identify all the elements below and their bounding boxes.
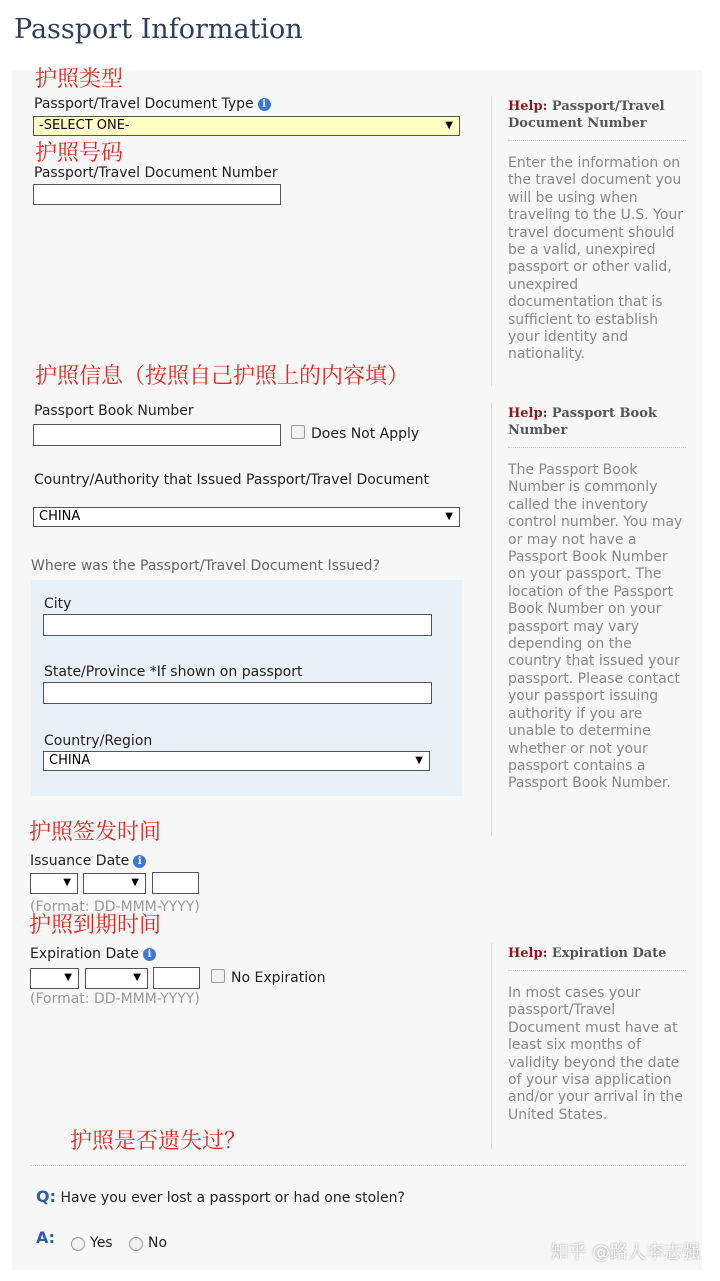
state-label: State/Province *If shown on passport (44, 664, 303, 680)
help-expiration: Help: Expiration Date In most cases your passport/Travel Document must have at least six months of validity beyond the date of your visa application and/or your arrival in the United States. (491, 943, 691, 1149)
issuance-year-input[interactable] (152, 872, 199, 894)
book-number-label: Passport Book Number (34, 403, 194, 419)
chevron-down-icon: ▼ (133, 972, 141, 983)
doc-type-label: Passport/Travel Document Type i (34, 96, 271, 112)
info-icon[interactable]: i (143, 948, 156, 961)
chevron-down-icon: ▼ (64, 972, 72, 983)
page-title: Passport Information (14, 14, 303, 45)
no-expiration-checkbox[interactable] (211, 969, 225, 983)
expiration-month-select[interactable] (85, 968, 148, 989)
chevron-down-icon: ▼ (445, 120, 453, 131)
book-number-input[interactable] (33, 424, 281, 446)
city-input[interactable] (43, 614, 432, 636)
issuance-date-label: Issuance Date i (30, 853, 146, 869)
annotation-expiration: 护照到期时间 (29, 913, 162, 938)
country-region-select[interactable]: CHINA ▼ (43, 751, 430, 771)
annotation-lost: 护照是否遗失过？ (70, 1129, 247, 1154)
issuing-country-label: Country/Authority that Issued Passport/Travel Document (34, 472, 429, 488)
no-label: No (148, 1235, 168, 1251)
annotation-type: 护照类型 (35, 67, 124, 92)
issuance-month-select[interactable] (83, 873, 146, 894)
does-not-apply-label: Does Not Apply (311, 426, 420, 442)
info-icon[interactable]: i (258, 98, 271, 111)
annotation-issuance: 护照签发时间 (29, 820, 162, 845)
chevron-down-icon: ▼ (131, 877, 139, 888)
annotation-number: 护照号码 (35, 141, 124, 166)
doc-number-label: Passport/Travel Document Number (34, 165, 278, 181)
chevron-down-icon: ▼ (415, 755, 423, 766)
issuance-day-select[interactable] (30, 873, 78, 894)
info-icon[interactable]: i (133, 855, 146, 868)
expiration-format-hint: (Format: DD-MMM-YYYY) (30, 991, 200, 1007)
where-issued-label: Where was the Passport/Travel Document Issued? (31, 558, 381, 574)
no-expiration-label: No Expiration (231, 970, 326, 986)
expiration-year-input[interactable] (153, 967, 200, 989)
yes-label: Yes (90, 1235, 113, 1251)
does-not-apply-checkbox[interactable] (291, 425, 305, 439)
watermark: 知乎 @路人李志强 (550, 1242, 700, 1263)
chevron-down-icon: ▼ (63, 877, 71, 888)
issuing-country-select[interactable]: CHINA ▼ (33, 507, 460, 527)
chevron-down-icon: ▼ (445, 511, 453, 522)
question-lost-passport: Q: Have you ever lost a passport or had one stolen? (36, 1187, 405, 1206)
issuance-format-hint: (Format: DD-MMM-YYYY) (30, 899, 200, 915)
annotation-info: 护照信息（按照自己护照上的内容填） (35, 364, 410, 389)
no-radio[interactable] (129, 1237, 143, 1251)
expiration-day-select[interactable] (30, 968, 79, 989)
state-input[interactable] (43, 682, 432, 704)
doc-type-select[interactable]: -SELECT ONE- ▼ (33, 116, 460, 136)
help-doc-number: Help: Passport/Travel Document Number Enter the information on the travel document you will be using when traveling to the U.S. Your travel document should be a valid, unexpired passport or other valid, unexpired documentation that is sufficient to establish your identity and nationality. (491, 96, 691, 386)
doc-number-input[interactable] (33, 184, 281, 205)
help-book-number: Help: Passport Book Number The Passport Book Number is commonly called the inventory control number. You may or may not have a Passport Book Number on your passport. The location of the Passport Book Number on your passport may vary depending on the country that issued your passport. Please contact your passport issuing authority if you are unable to determine whether or not your passport contains a Passport Book Number. (491, 403, 691, 836)
yes-radio[interactable] (71, 1237, 85, 1251)
section-divider (30, 1165, 686, 1166)
country-region-label: Country/Region (44, 733, 153, 749)
city-label: City (44, 596, 72, 612)
expiration-date-label: Expiration Date i (30, 946, 156, 962)
answer-label: A: (36, 1228, 56, 1247)
